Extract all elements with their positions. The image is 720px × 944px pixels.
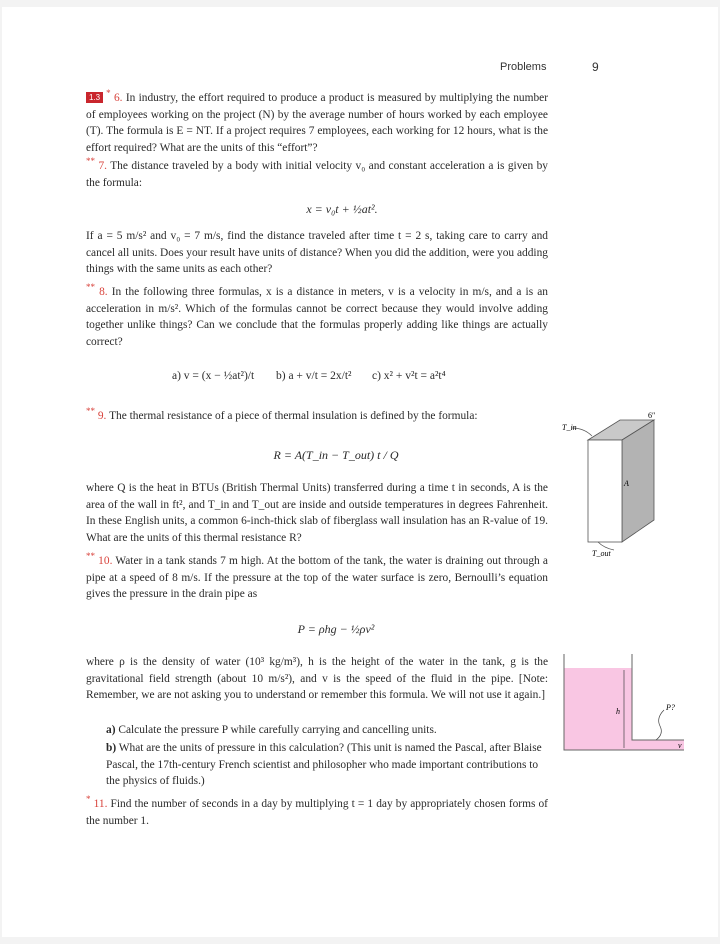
kinematics-equation: x = v₀t + ½at². [306,202,378,216]
problem-7 [86,158,548,191]
bernoulli-equation: P = ρhg − ½ρv² [297,622,375,636]
problem-text: The distance traveled by a body with initial velocity v₀ and constant acceleration a is given by the formula: [86,160,548,189]
problem-9-continued: where Q is the heat in BTUs (British Thermal Units) transferred during a time t in seconds, A is the area of the wall in ft², and T_in and T_out are inside and outside temperatures in degrees Fahrenheit. In these English units, a common 6-inch-thick slab of fiberglass wall insulation has an R-value of 19. What are the units of this thermal resistance R? [86,482,548,544]
problem-number: 10. [98,555,113,567]
page-number: 9 [592,60,599,74]
problem-text: Find the number of seconds in a day by multiplying t = 1 day by appropriately chosen forms of the number 1. [86,798,548,827]
problem-number: 8. [99,286,108,298]
difficulty-stars: * [106,88,111,99]
thermal-resistance-equation: R = A(T_in − T_out) t / Q [273,448,399,462]
pipe-water [632,740,684,750]
problem-7-continued: If a = 5 m/s² and v₀ = 7 m/s, find the distance traveled after time t = 2 s, taking care to carry and cancel all units. Does your result have units of distance? When you did the addition, were you adding things with the same units as each other? [86,230,548,275]
tout-label: T_out [592,549,611,558]
p-leader [656,710,664,740]
thickness-label: 6″ [648,411,656,420]
part-b-text: What are the units of pressure in this calculation? (This unit is named the Pascal, after Blaise Pascal, the 17th-century French scientist and philosopher who made important contributions to the physics of fluids.) [106,742,542,787]
tin-label: T_in [562,423,577,432]
difficulty-stars: * [86,794,91,805]
section-tag: 1.3 [86,92,103,103]
difficulty-stars: ** [86,551,95,562]
problem-11 [86,796,548,829]
formula-c: c) x² + v²t = a²t⁴ [372,370,446,382]
running-header: Problems [500,61,547,73]
slab-front-face [588,440,622,542]
problem-10-part-a: a) Calculate the pressure P while carefully carrying and cancelling units. [106,724,437,736]
problem-8 [86,284,548,350]
problem-number: 9. [97,410,107,422]
problem-10 [86,553,548,603]
problem-6 [86,90,548,156]
difficulty-stars: ** [86,406,95,417]
problem-9 [86,408,526,425]
h-label: h [616,707,620,716]
problem-10-part-b: b) What are the units of pressure in this calculation? (This unit is named the Pascal, after Blaise Pascal, the 17th-century French scientist and philosopher who made important contributions to the physics of fluids.) [106,742,542,787]
problem-number: 7. [98,160,107,172]
problem-text: In the following three formulas, x is a distance in meters, v is a velocity in m/s, and a is an acceleration in m/s². Which of the formulas cannot be correct because they would involve adding together unlike things? Can we conclude that the formulas properly adding like things are actually correct? [86,286,548,348]
formula-a: a) v = (x − ½at²)/t [172,370,255,382]
difficulty-stars: ** [86,156,95,167]
problem-10-continued: where ρ is the density of water (10³ kg/m³), h is the height of the water in the tank, g is the gravitational field strength (about 10 m/s²), and v is the speed of the fluid in the pipe. [Note: Remember, we are not asking you to understand or remember this formula. We will not use it again.] [86,656,548,701]
tank-water [564,668,632,750]
problem-number: 6. [113,92,123,104]
problem-text: Water in a tank stands 7 m high. At the bottom of the tank, the water is draining out through a pipe at a speed of 8 m/s. If the pressure at the top of the water surface is zero, Bernoulli’s equation gives the pressure in the drain pipe as [86,555,548,600]
area-label: A [624,479,629,488]
problem-text: In industry, the effort required to produce a product is measured by multiplying the number of employees working on the project (N) by the average number of hours worked by each employee (T). The formula is E = NT. If a project requires 7 employees, each working for 12 hours, what is the effort required? What are the units of this “effort”? [86,92,549,154]
problem-text: The thermal resistance of a piece of thermal insulation is defined by the formula: [109,410,478,422]
p-label: P? [666,703,675,712]
v-label: v [678,741,682,750]
formula-b: b) a + v/t = 2x/t² [276,370,352,382]
insulation-slab-figure [558,410,688,560]
difficulty-stars: ** [86,282,95,293]
water-tank-figure [560,652,690,762]
part-a-text: Calculate the pressure P while carefully carrying and cancelling units. [118,724,437,736]
problem-number: 11. [93,798,108,810]
